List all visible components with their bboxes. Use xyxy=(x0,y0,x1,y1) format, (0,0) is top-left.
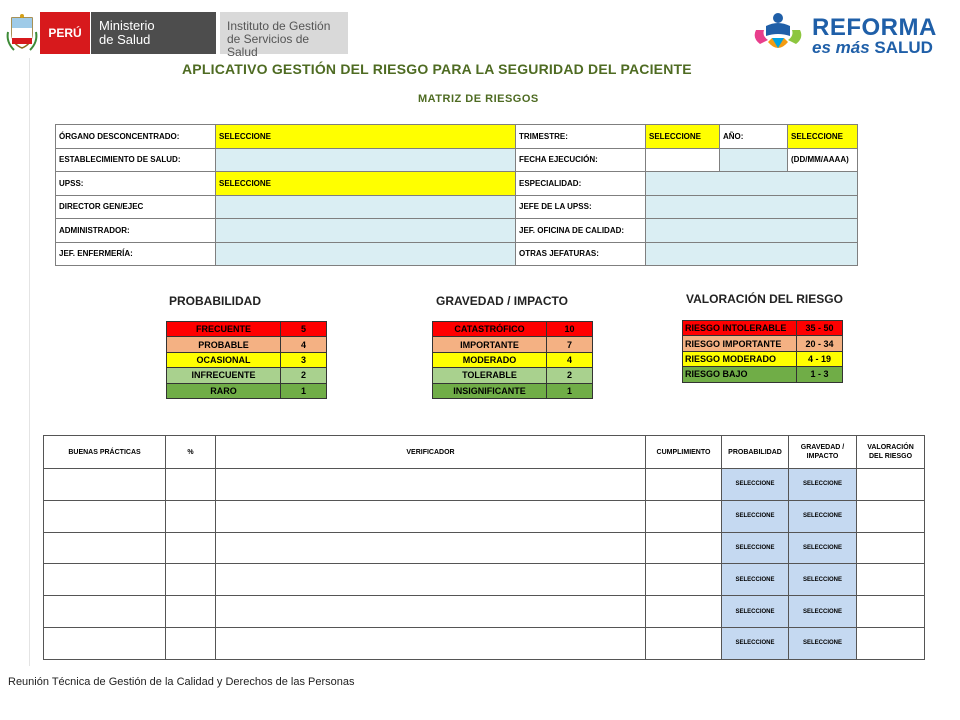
director-input[interactable] xyxy=(216,195,516,219)
gravedad-row xyxy=(433,322,593,337)
cumplimiento-cell[interactable] xyxy=(646,500,722,532)
probabilidad-row xyxy=(167,352,327,367)
verificador-cell[interactable] xyxy=(216,596,646,628)
director-label: DIRECTOR GEN/EJEC xyxy=(56,195,216,219)
info-row-administrador xyxy=(56,219,858,243)
col-valoracion-line1: VALORACIÓN xyxy=(867,444,914,451)
trimestre-select[interactable]: SELECCIONE xyxy=(646,125,720,149)
jef-enfermeria-input[interactable] xyxy=(216,242,516,266)
probabilidad-row xyxy=(167,337,327,352)
matrix-row xyxy=(44,532,925,564)
minsa-logo xyxy=(4,12,348,59)
col-gravedad-line1: GRAVEDAD / xyxy=(800,444,845,451)
col-cumplimiento: CUMPLIMIENTO xyxy=(646,436,722,469)
valoracion-cell xyxy=(857,627,925,659)
gravedad-level-label: INSIGNIFICANTE xyxy=(433,383,547,398)
probabilidad-level-label: FRECUENTE xyxy=(167,322,281,337)
cumplimiento-cell[interactable] xyxy=(646,596,722,628)
info-row-organo xyxy=(56,125,858,149)
establecimiento-label: ESTABLECIMIENTO DE SALUD: xyxy=(56,148,216,172)
verificador-cell[interactable] xyxy=(216,469,646,501)
probabilidad-level-value: 4 xyxy=(281,337,327,352)
buenas-practicas-cell[interactable] xyxy=(44,564,166,596)
otras-jefaturas-label: OTRAS JEFATURAS: xyxy=(516,242,646,266)
info-row-director xyxy=(56,195,858,219)
valoracion-level-value: 4 - 19 xyxy=(797,351,843,366)
probabilidad-row xyxy=(167,383,327,398)
col-gravedad xyxy=(789,436,857,469)
matrix-row xyxy=(44,564,925,596)
probabilidad-select[interactable]: SELECCIONE xyxy=(722,469,789,501)
valoracion-row xyxy=(683,351,843,366)
col-porcentaje: % xyxy=(166,436,216,469)
jefe-upss-input[interactable] xyxy=(646,195,858,219)
col-probabilidad: PROBABILIDAD xyxy=(722,436,789,469)
verificador-cell[interactable] xyxy=(216,627,646,659)
gravedad-level-value: 7 xyxy=(547,337,593,352)
valoracion-row xyxy=(683,321,843,336)
buenas-practicas-cell[interactable] xyxy=(44,500,166,532)
buenas-practicas-cell[interactable] xyxy=(44,532,166,564)
info-row-upss xyxy=(56,172,858,196)
matrix-row xyxy=(44,627,925,659)
probabilidad-level-label: OCASIONAL xyxy=(167,352,281,367)
gravedad-level-value: 1 xyxy=(547,383,593,398)
gravedad-select[interactable]: SELECCIONE xyxy=(789,532,857,564)
probabilidad-level-value: 3 xyxy=(281,352,327,367)
col-buenas-practicas: BUENAS PRÁCTICAS xyxy=(44,436,166,469)
gravedad-level-label: CATASTRÓFICO xyxy=(433,322,547,337)
reforma-title: REFORMA xyxy=(812,14,937,41)
probabilidad-select[interactable]: SELECCIONE xyxy=(722,564,789,596)
gravedad-row xyxy=(433,368,593,383)
probabilidad-row xyxy=(167,368,327,383)
gravedad-level-label: IMPORTANTE xyxy=(433,337,547,352)
valoracion-row xyxy=(683,367,843,382)
valoracion-level-value: 35 - 50 xyxy=(797,321,843,336)
valoracion-legend xyxy=(682,320,843,383)
jef-calidad-input[interactable] xyxy=(646,219,858,243)
cumplimiento-cell[interactable] xyxy=(646,469,722,501)
probabilidad-select[interactable]: SELECCIONE xyxy=(722,596,789,628)
info-row-enfermeria xyxy=(56,242,858,266)
reforma-slogan xyxy=(812,38,933,58)
fecha-label: FECHA EJECUCIÓN: xyxy=(516,148,646,172)
anio-select[interactable]: SELECCIONE xyxy=(788,125,858,149)
jef-calidad-label: JEF. OFICINA DE CALIDAD: xyxy=(516,219,646,243)
peru-coat-of-arms-icon xyxy=(4,12,40,54)
valoracion-level-value: 1 - 3 xyxy=(797,367,843,382)
cumplimiento-cell[interactable] xyxy=(646,627,722,659)
probabilidad-level-label: RARO xyxy=(167,383,281,398)
probabilidad-row xyxy=(167,322,327,337)
info-table xyxy=(55,124,858,266)
fecha-input[interactable] xyxy=(646,148,720,172)
gravedad-level-label: MODERADO xyxy=(433,352,547,367)
especialidad-input[interactable] xyxy=(646,172,858,196)
igss-name xyxy=(220,12,348,59)
valoracion-cell xyxy=(857,564,925,596)
col-gravedad-line2: IMPACTO xyxy=(806,453,839,460)
gravedad-select[interactable]: SELECCIONE xyxy=(789,564,857,596)
probabilidad-title: PROBABILIDAD xyxy=(169,294,261,308)
probabilidad-level-value: 1 xyxy=(281,383,327,398)
page-title: APLICATIVO GESTIÓN DEL RIESGO PARA LA SEGURIDAD DEL PACIENTE xyxy=(182,61,692,77)
valoracion-level-label: RIESGO INTOLERABLE xyxy=(683,321,797,336)
col-valoracion xyxy=(857,436,925,469)
verificador-cell[interactable] xyxy=(216,500,646,532)
risk-matrix-table xyxy=(43,435,925,660)
gravedad-level-value: 2 xyxy=(547,368,593,383)
valoracion-level-label: RIESGO BAJO xyxy=(683,367,797,382)
organo-label: ÓRGANO DESCONCENTRADO: xyxy=(56,125,216,149)
gravedad-title: GRAVEDAD / IMPACTO xyxy=(436,294,569,308)
porcentaje-cell[interactable] xyxy=(166,596,216,628)
valoracion-level-value: 20 - 34 xyxy=(797,336,843,351)
buenas-practicas-cell[interactable] xyxy=(44,596,166,628)
gravedad-select[interactable]: SELECCIONE xyxy=(789,500,857,532)
minsa-name xyxy=(90,12,216,54)
matrix-row xyxy=(44,469,925,501)
igss-line1: Instituto de Gestión xyxy=(227,19,331,33)
establecimiento-input[interactable] xyxy=(216,148,516,172)
col-valoracion-line2: DEL RIESGO xyxy=(868,453,913,460)
gravedad-select[interactable]: SELECCIONE xyxy=(789,627,857,659)
probabilidad-level-value: 5 xyxy=(281,322,327,337)
especialidad-label: ESPECIALIDAD: xyxy=(516,172,646,196)
probabilidad-select[interactable]: SELECCIONE xyxy=(722,500,789,532)
matrix-row xyxy=(44,596,925,628)
upss-label: UPSS: xyxy=(56,172,216,196)
probabilidad-level-label: INFRECUENTE xyxy=(167,368,281,383)
gravedad-row xyxy=(433,337,593,352)
gravedad-level-label: TOLERABLE xyxy=(433,368,547,383)
page-subtitle: MATRIZ DE RIESGOS xyxy=(418,93,539,105)
minsa-line1: Ministerio xyxy=(99,18,155,33)
col-verificador: VERIFICADOR xyxy=(216,436,646,469)
cumplimiento-cell[interactable] xyxy=(646,532,722,564)
otras-jefaturas-input[interactable] xyxy=(646,242,858,266)
valoracion-cell xyxy=(857,469,925,501)
gravedad-legend xyxy=(432,321,593,399)
administrador-input[interactable] xyxy=(216,219,516,243)
porcentaje-cell[interactable] xyxy=(166,627,216,659)
porcentaje-cell[interactable] xyxy=(166,564,216,596)
administrador-label: ADMINISTRADOR: xyxy=(56,219,216,243)
reforma-cross-icon xyxy=(750,10,808,58)
fecha-format: (DD/MM/AAAA) xyxy=(788,148,858,172)
buenas-practicas-cell[interactable] xyxy=(44,469,166,501)
fecha-input-extra[interactable] xyxy=(720,148,788,172)
probabilidad-level-label: PROBABLE xyxy=(167,337,281,352)
reforma-slogan-a: es más xyxy=(812,38,870,57)
reforma-logo xyxy=(750,10,940,58)
gravedad-row xyxy=(433,352,593,367)
valoracion-cell xyxy=(857,532,925,564)
probabilidad-select[interactable]: SELECCIONE xyxy=(722,532,789,564)
valoracion-cell xyxy=(857,596,925,628)
gravedad-select[interactable]: SELECCIONE xyxy=(789,469,857,501)
probabilidad-level-value: 2 xyxy=(281,368,327,383)
gravedad-level-value: 4 xyxy=(547,352,593,367)
verificador-cell[interactable] xyxy=(216,564,646,596)
porcentaje-cell[interactable] xyxy=(166,469,216,501)
gravedad-row xyxy=(433,383,593,398)
jefe-upss-label: JEFE DE LA UPSS: xyxy=(516,195,646,219)
verificador-cell[interactable] xyxy=(216,532,646,564)
probabilidad-legend xyxy=(166,321,327,399)
organo-select[interactable]: SELECCIONE xyxy=(216,125,516,149)
info-row-establecimiento xyxy=(56,148,858,172)
anio-label: AÑO: xyxy=(720,125,788,149)
valoracion-row xyxy=(683,336,843,351)
porcentaje-cell[interactable] xyxy=(166,500,216,532)
valoracion-level-label: RIESGO MODERADO xyxy=(683,351,797,366)
trimestre-label: TRIMESTRE: xyxy=(516,125,646,149)
valoracion-cell xyxy=(857,500,925,532)
peru-label: PERÚ xyxy=(40,12,90,54)
porcentaje-cell[interactable] xyxy=(166,532,216,564)
jef-enfermeria-label: JEF. ENFERMERÍA: xyxy=(56,242,216,266)
reforma-slogan-b: SALUD xyxy=(874,38,933,57)
cumplimiento-cell[interactable] xyxy=(646,564,722,596)
gravedad-select[interactable]: SELECCIONE xyxy=(789,596,857,628)
matrix-row xyxy=(44,500,925,532)
buenas-practicas-cell[interactable] xyxy=(44,627,166,659)
upss-select[interactable]: SELECCIONE xyxy=(216,172,516,196)
probabilidad-select[interactable]: SELECCIONE xyxy=(722,627,789,659)
valoracion-title: VALORACIÓN DEL RIESGO xyxy=(686,292,843,306)
matrix-header-row xyxy=(44,436,925,469)
footer-text: Reunión Técnica de Gestión de la Calidad y Derechos de las Personas xyxy=(8,676,355,688)
igss-line2: de Servicios de Salud xyxy=(227,32,310,59)
valoracion-level-label: RIESGO IMPORTANTE xyxy=(683,336,797,351)
gravedad-level-value: 10 xyxy=(547,322,593,337)
minsa-line2: de Salud xyxy=(99,32,151,47)
left-divider xyxy=(29,58,30,666)
